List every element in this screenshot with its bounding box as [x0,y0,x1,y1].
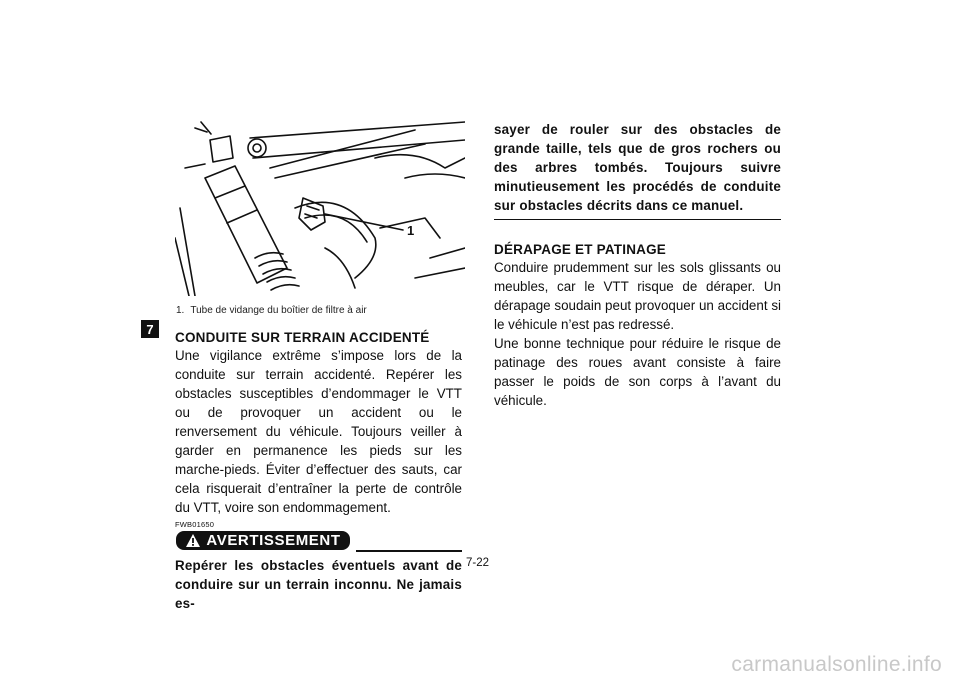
warning-header [175,531,462,553]
section-heading-skidding: DÉRAPAGE ET PATINAGE [494,242,667,257]
section-body-skidding-2: Une bonne technique pour réduire le risque de patinage des roues avant consiste à faire passer le poids de son corps à l’avant du véhicule. [494,336,781,408]
caption-text: Tube de vidange du boîtier de filtre à air [190,305,367,316]
caption-number: 1. [176,305,185,316]
watermark: carmanualsonline.info [731,653,942,676]
section-heading-rough-terrain: CONDUITE SUR TERRAIN ACCIDENTÉ [175,330,430,345]
technical-illustration [175,118,465,296]
air-filter-drain-illustration [175,118,465,296]
figure-caption [176,305,367,316]
warning-rule [356,550,462,552]
right-column [494,120,781,410]
warning-text-part2: sayer de rouler sur des obstacles de grande taille, tels que de gros rochers ou des arbres tombés. Toujours suivre minutieusement les procédés de conduite sur obstacles décrits dans ce manuel. [494,120,781,220]
section-body-skidding-1: Conduire prudemment sur les sols glissants ou meubles, car le VTT risque de déraper. Un dérapage soudain peut provoquer un accident si le véhicule n’est pas redressé. [494,260,781,332]
warning-code: FWB01650 [175,520,215,529]
chapter-tab: 7 [141,320,159,338]
warning-triangle-icon [185,533,201,548]
warning-badge [176,531,350,550]
page-number: 7-22 [466,557,490,569]
left-column [175,330,462,613]
section-skidding [494,242,781,410]
warning-text-part1: Repérer les obstacles éventuels avant de conduire sur un terrain inconnu. Ne jamais es- [175,558,462,611]
warning-label: AVERTISSEMENT [206,532,341,549]
callout-number: 1 [407,223,415,238]
section-body-rough-terrain: Une vigilance extrême s’impose lors de la conduite sur terrain accidenté. Repérer les obstacles susceptibles d’endommager le VTT ou de provoquer un accident ou le renversement du véhicule. Toujours veiller à garder en permanence les pieds sur les marche-pieds. Éviter d’effectuer des sauts, car cela risquerait d’entraîner la perte de contrôle du VTT, voire son endommagement. [175,348,462,515]
